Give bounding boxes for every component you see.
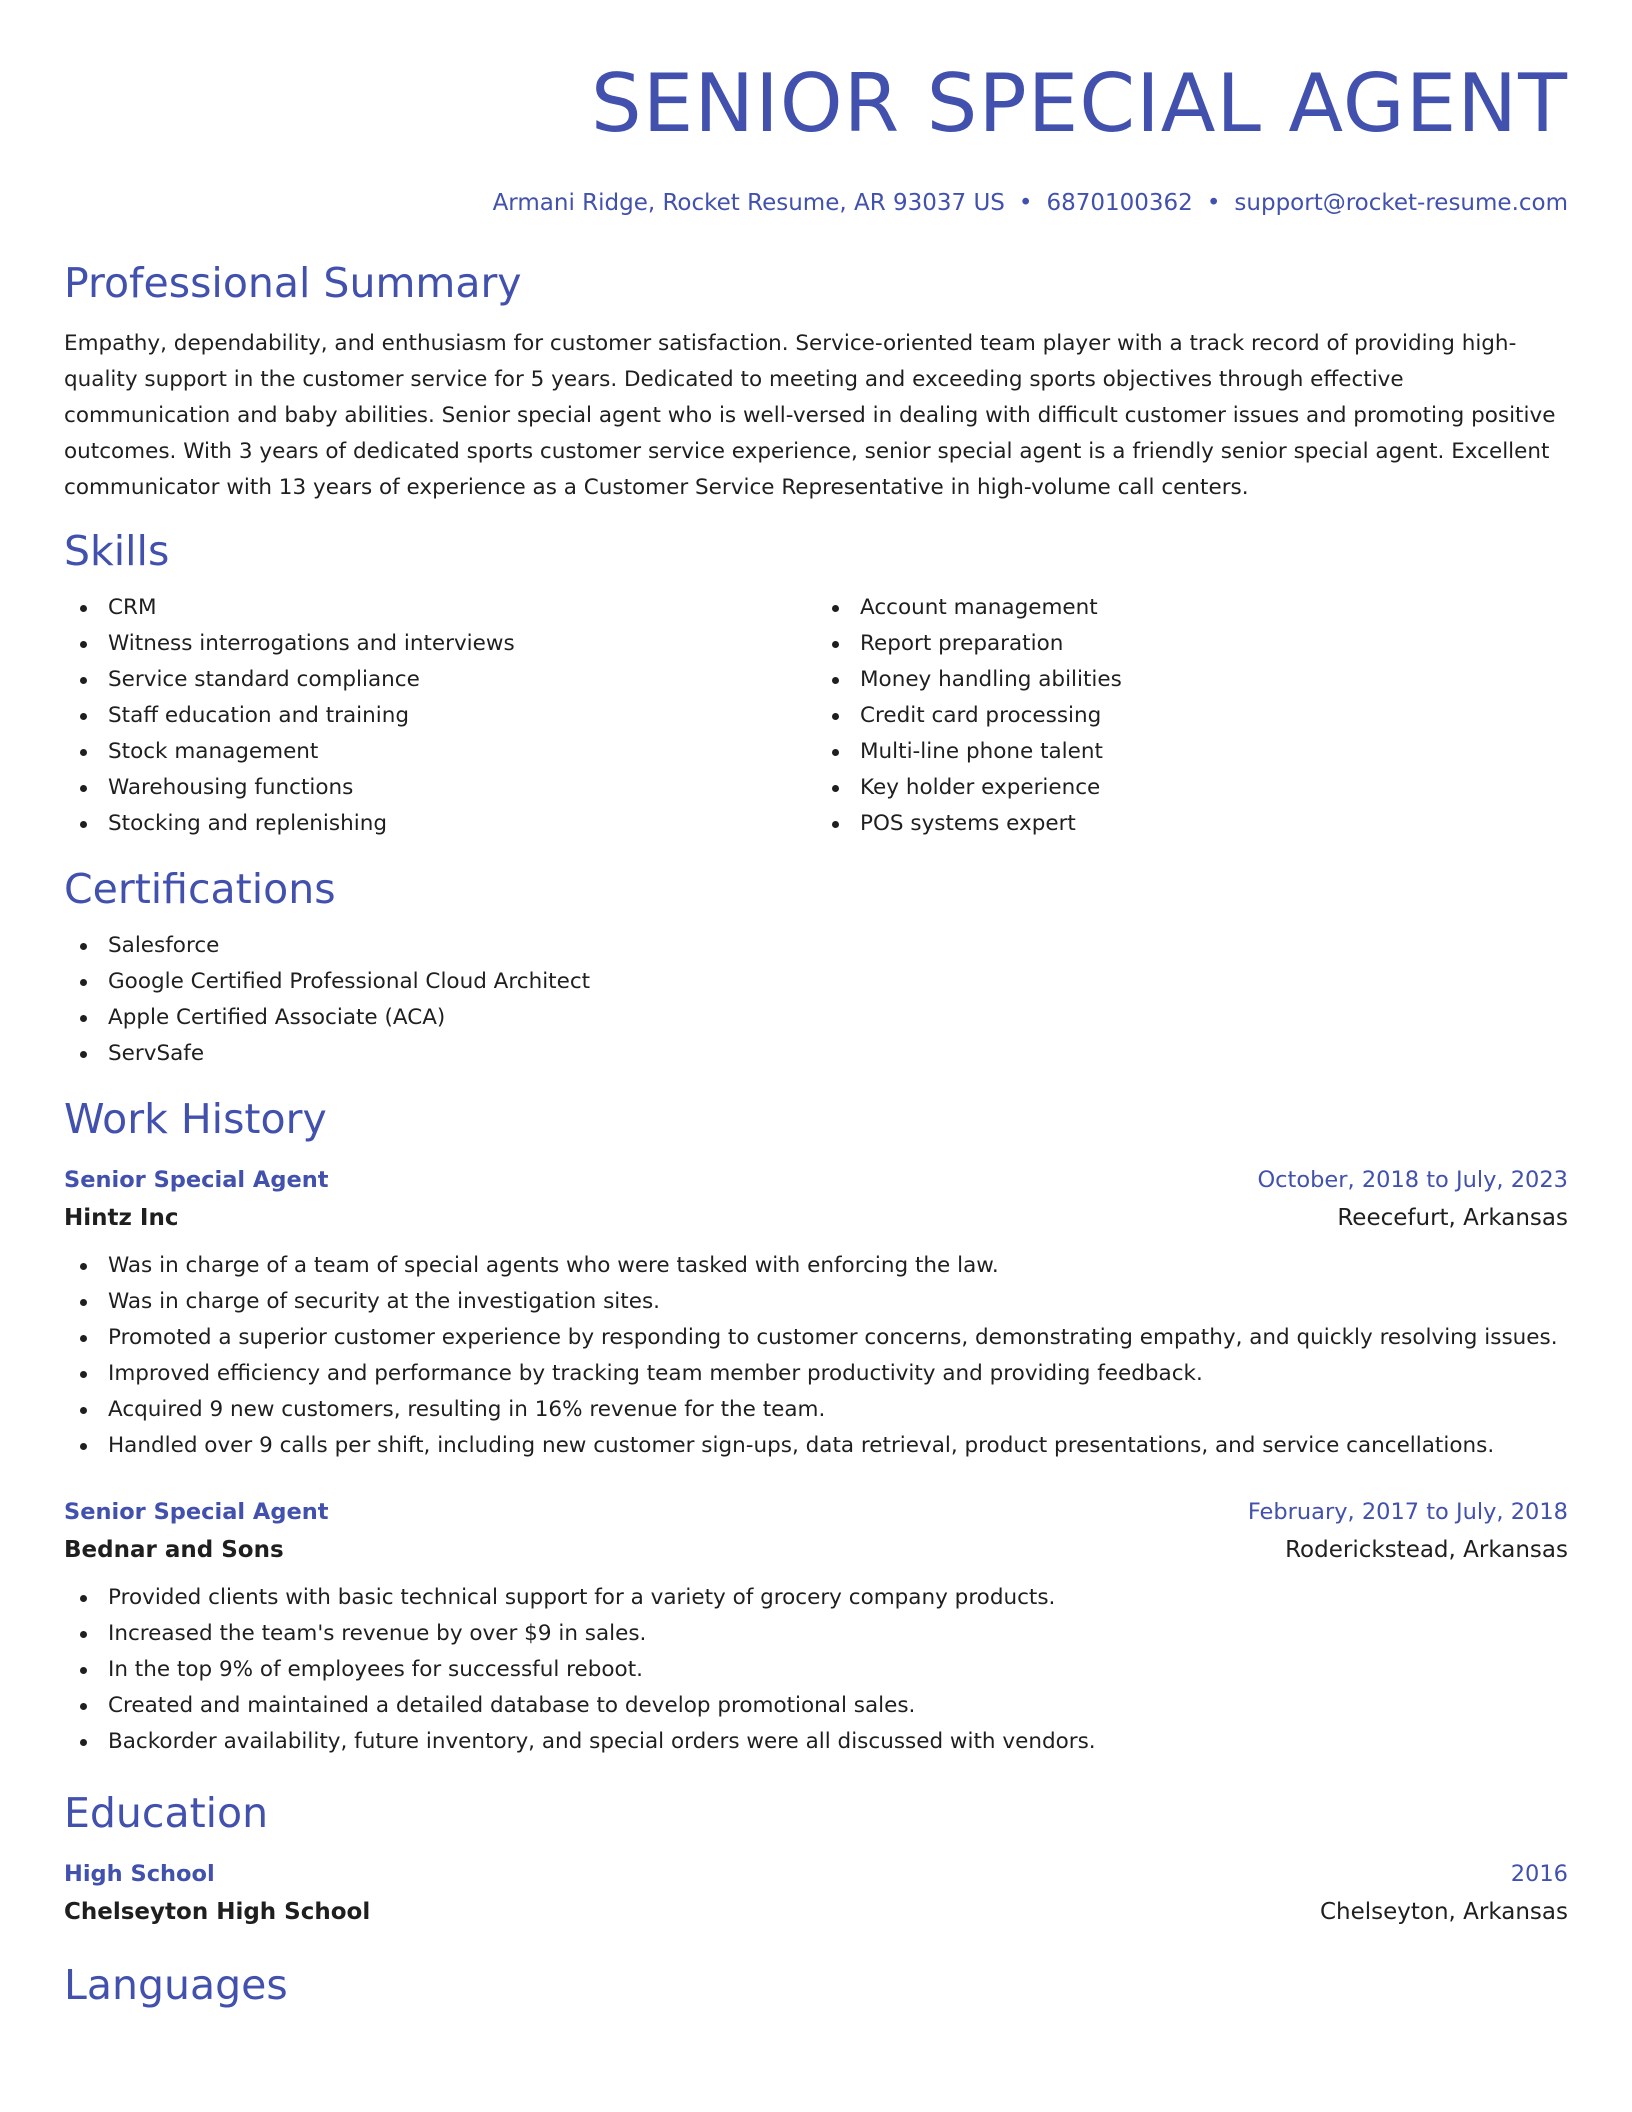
- education-school: Chelseyton High School: [64, 1899, 371, 1925]
- job-dates: February, 2017 to July, 2018: [1247, 1499, 1568, 1525]
- skill-item: Credit card processing: [816, 698, 1568, 734]
- job-location: Roderickstead, Arkansas: [1285, 1537, 1568, 1563]
- job-title: Senior Special Agent: [64, 1167, 329, 1193]
- skills-heading: Skills: [64, 527, 170, 575]
- certifications-list: [64, 928, 1568, 1072]
- skill-item: POS systems expert: [816, 806, 1568, 842]
- job-title-row: [64, 1494, 1568, 1530]
- skill-item: Account management: [816, 590, 1568, 626]
- skills-list-left: [64, 590, 816, 842]
- job-bullet: Was in charge of security at the investigation sites.: [64, 1284, 1568, 1320]
- job-bullet: Promoted a superior customer experience by responding to customer concerns, demonstrating empathy, and quickly resolving issues.: [64, 1320, 1568, 1356]
- contact-email[interactable]: support@rocket-resume.com: [1234, 190, 1568, 216]
- education-location: Chelseyton, Arkansas: [1319, 1899, 1568, 1925]
- job-title-row: [64, 1162, 1568, 1198]
- job-company-row: [64, 1530, 1568, 1570]
- skill-item: Witness interrogations and interviews: [64, 626, 816, 662]
- skill-item: Staff education and training: [64, 698, 816, 734]
- job-location: Reecefurt, Arkansas: [1337, 1205, 1568, 1231]
- contact-separator: •: [1206, 190, 1221, 216]
- skill-item: Money handling abilities: [816, 662, 1568, 698]
- education-school-row: [64, 1892, 1568, 1932]
- job-bullet: Provided clients with basic technical support for a variety of grocery company products.: [64, 1580, 1568, 1616]
- education-degree-row: [64, 1856, 1568, 1892]
- education-entry: [64, 1856, 1568, 1932]
- summary-heading: Professional Summary: [64, 259, 522, 307]
- skill-item: Stocking and replenishing: [64, 806, 816, 842]
- job-bullet: Handled over 9 calls per shift, including new customer sign-ups, data retrieval, product presentations, and service cancellations.: [64, 1428, 1568, 1464]
- skill-item: Warehousing functions: [64, 770, 816, 806]
- job-title: Senior Special Agent: [64, 1499, 329, 1525]
- languages-heading: Languages: [64, 1961, 288, 2009]
- skills-columns: [64, 590, 1568, 842]
- skill-item: Service standard compliance: [64, 662, 816, 698]
- job-bullets: [64, 1248, 1568, 1464]
- skill-item: Report preparation: [816, 626, 1568, 662]
- contact-line: [64, 188, 1568, 218]
- certification-item: Salesforce: [64, 928, 1568, 964]
- job-bullet: Increased the team's revenue by over $9 in sales.: [64, 1616, 1568, 1652]
- job-bullet: Improved efficiency and performance by tracking team member productivity and providing feedback.: [64, 1356, 1568, 1392]
- certification-item: Google Certified Professional Cloud Architect: [64, 964, 1568, 1000]
- certifications-heading: Certifications: [64, 865, 336, 913]
- job-bullet: Created and maintained a detailed database to develop promotional sales.: [64, 1688, 1568, 1724]
- job-dates: October, 2018 to July, 2023: [1257, 1167, 1568, 1193]
- skill-item: Stock management: [64, 734, 816, 770]
- education-year: 2016: [1510, 1861, 1568, 1887]
- job-entry: [64, 1494, 1568, 1760]
- job-company: Bednar and Sons: [64, 1537, 284, 1563]
- resume-title: SENIOR SPECIAL AGENT: [590, 57, 1568, 150]
- certification-item: ServSafe: [64, 1036, 1568, 1072]
- job-bullet: Acquired 9 new customers, resulting in 16% revenue for the team.: [64, 1392, 1568, 1428]
- job-bullet: Was in charge of a team of special agents who were tasked with enforcing the law.: [64, 1248, 1568, 1284]
- job-bullet: In the top 9% of employees for successful reboot.: [64, 1652, 1568, 1688]
- certification-item: Apple Certified Associate (ACA): [64, 1000, 1568, 1036]
- skill-item: CRM: [64, 590, 816, 626]
- contact-separator: •: [1018, 190, 1033, 216]
- contact-address: Armani Ridge, Rocket Resume, AR 93037 US: [492, 190, 1005, 216]
- summary-text: Empathy, dependability, and enthusiasm for customer satisfaction. Service-oriented team player with a track record of providing high-quality support in the customer service for 5 years. Dedicated to meeting and exceeding sports objectives through effective communication and baby abilities. Senior special agent who is well-versed in dealing with difficult customer issues and promoting positive outcomes. With 3 years of dedicated sports customer service experience, senior special agent is a friendly senior special agent. Excellent communicator with 13 years of experience as a Customer Service Representative in high-volume call centers.: [64, 331, 1556, 500]
- contact-phone: 6870100362: [1046, 190, 1193, 216]
- work-history-heading: Work History: [64, 1095, 327, 1143]
- job-company: Hintz Inc: [64, 1205, 179, 1231]
- job-bullets: [64, 1580, 1568, 1760]
- job-bullet: Backorder availability, future inventory, and special orders were all discussed with vendors.: [64, 1724, 1568, 1760]
- job-entry: [64, 1162, 1568, 1464]
- skill-item: Key holder experience: [816, 770, 1568, 806]
- education-degree: High School: [64, 1861, 215, 1887]
- resume-header: [64, 0, 1568, 218]
- job-company-row: [64, 1198, 1568, 1238]
- education-heading: Education: [64, 1789, 269, 1837]
- skill-item: Multi-line phone talent: [816, 734, 1568, 770]
- skills-list-right: [816, 590, 1568, 842]
